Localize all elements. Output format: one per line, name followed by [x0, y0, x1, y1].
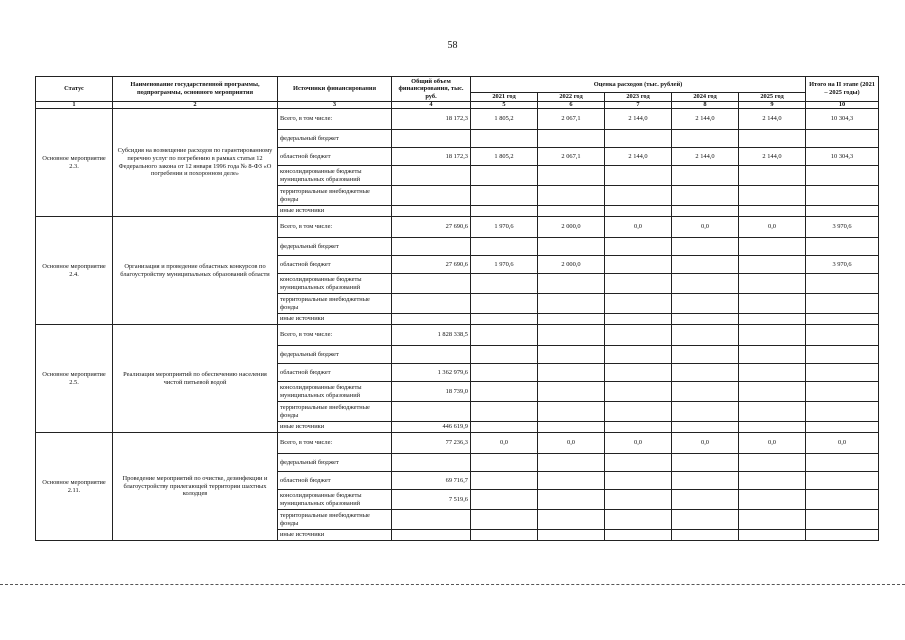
header-year: 2023 год	[605, 93, 672, 102]
funding-source-label: консолидированные бюджеты муниципальных образований	[278, 166, 392, 186]
col-number: 3	[278, 102, 392, 109]
year-amount-cell	[471, 130, 538, 148]
year-amount-cell	[739, 314, 806, 325]
year-amount-cell	[605, 294, 672, 314]
year-amount-cell	[605, 530, 672, 541]
year-amount-cell	[471, 510, 538, 530]
year-amount-cell: 0,0	[672, 433, 739, 454]
col-number: 9	[739, 102, 806, 109]
year-amount-cell: 2 144,0	[672, 148, 739, 166]
year-amount-cell	[605, 274, 672, 294]
year-amount-cell	[605, 238, 672, 256]
year-amount-cell	[538, 166, 605, 186]
stage-total-cell	[806, 314, 879, 325]
col-number: 4	[392, 102, 471, 109]
year-amount-cell	[605, 166, 672, 186]
total-amount-cell: 1 828 338,5	[392, 325, 471, 346]
year-amount-cell	[672, 346, 739, 364]
year-amount-cell: 0,0	[672, 217, 739, 238]
year-amount-cell: 2 000,0	[538, 217, 605, 238]
page-number: 58	[447, 40, 458, 51]
stage-total-cell	[806, 422, 879, 433]
total-amount-cell: 27 690,6	[392, 217, 471, 238]
year-amount-cell	[672, 325, 739, 346]
year-amount-cell	[538, 238, 605, 256]
year-amount-cell	[739, 294, 806, 314]
year-amount-cell	[471, 314, 538, 325]
year-amount-cell	[538, 186, 605, 206]
year-amount-cell	[739, 454, 806, 472]
year-amount-cell	[538, 490, 605, 510]
total-amount-cell: 77 236,3	[392, 433, 471, 454]
year-amount-cell	[672, 402, 739, 422]
year-amount-cell	[538, 402, 605, 422]
activity-name: Организация и проведение областных конкурсов по благоустройству муниципальных образований области	[113, 217, 278, 325]
funding-source-label: территориальные внебюджетные фонды	[278, 402, 392, 422]
col-number: 2	[113, 102, 278, 109]
header-total: Общий объем финансирования, тыс. руб.	[392, 77, 471, 102]
year-amount-cell	[739, 490, 806, 510]
year-amount-cell	[471, 422, 538, 433]
year-amount-cell	[538, 206, 605, 217]
year-amount-cell: 2 144,0	[605, 109, 672, 130]
stage-total-cell: 3 970,6	[806, 256, 879, 274]
year-amount-cell	[605, 382, 672, 402]
year-amount-cell	[739, 274, 806, 294]
year-amount-cell: 1 970,6	[471, 256, 538, 274]
year-amount-cell	[672, 294, 739, 314]
year-amount-cell	[739, 130, 806, 148]
year-amount-cell	[605, 186, 672, 206]
activity-status: Основное мероприятие 2.11.	[36, 433, 113, 541]
year-amount-cell	[605, 490, 672, 510]
header-year: 2024 год	[672, 93, 739, 102]
stage-total-cell: 10 304,3	[806, 109, 879, 130]
activity-status: Основное мероприятие 2.5.	[36, 325, 113, 433]
funding-source-label: консолидированные бюджеты муниципальных образований	[278, 382, 392, 402]
total-amount-cell	[392, 186, 471, 206]
year-amount-cell	[471, 186, 538, 206]
total-amount-cell: 446 619,9	[392, 422, 471, 433]
year-amount-cell	[672, 314, 739, 325]
stage-total-cell	[806, 490, 879, 510]
stage-total-cell	[806, 294, 879, 314]
year-amount-cell: 0,0	[739, 433, 806, 454]
year-amount-cell	[605, 130, 672, 148]
funding-source-label: территориальные внебюджетные фонды	[278, 510, 392, 530]
year-amount-cell	[739, 530, 806, 541]
table-row	[36, 433, 879, 454]
year-amount-cell	[471, 274, 538, 294]
year-amount-cell: 1 805,2	[471, 148, 538, 166]
year-amount-cell	[672, 490, 739, 510]
activity-name: Проведение мероприятий по очистке, дезинфекции и благоустройству прилегающей территории шахтных колодцев	[113, 433, 278, 541]
stage-total-cell	[806, 238, 879, 256]
total-amount-cell	[392, 510, 471, 530]
funding-source-label: федеральный бюджет	[278, 346, 392, 364]
year-amount-cell	[538, 382, 605, 402]
year-amount-cell	[538, 510, 605, 530]
table-row	[36, 217, 879, 238]
year-amount-cell	[471, 454, 538, 472]
stage-total-cell	[806, 510, 879, 530]
funding-source-label: областной бюджет	[278, 148, 392, 166]
year-amount-cell: 0,0	[605, 217, 672, 238]
funding-source-label: областной бюджет	[278, 256, 392, 274]
year-amount-cell	[672, 206, 739, 217]
funding-source-label: федеральный бюджет	[278, 130, 392, 148]
year-amount-cell: 2 000,0	[538, 256, 605, 274]
funding-source-label: Всего, в том числе:	[278, 433, 392, 454]
funding-source-label: иные источники	[278, 206, 392, 217]
year-amount-cell	[605, 454, 672, 472]
activity-name: Субсидия на возмещение расходов по гарантированному перечню услуг по погребению в рамках статьи 12 Федерального закона от 12 января 1996 года № 8-ФЗ «О погребении и похоронном деле»	[113, 109, 278, 217]
funding-source-label: областной бюджет	[278, 472, 392, 490]
year-amount-cell	[605, 510, 672, 530]
total-amount-cell	[392, 402, 471, 422]
year-amount-cell: 0,0	[471, 433, 538, 454]
col-number: 8	[672, 102, 739, 109]
stage-total-cell	[806, 166, 879, 186]
funding-source-label: территориальные внебюджетные фонды	[278, 186, 392, 206]
year-amount-cell	[538, 530, 605, 541]
funding-source-label: консолидированные бюджеты муниципальных образований	[278, 274, 392, 294]
total-amount-cell: 18 739,0	[392, 382, 471, 402]
year-amount-cell	[538, 422, 605, 433]
col-number: 1	[36, 102, 113, 109]
funding-source-label: Всего, в том числе:	[278, 217, 392, 238]
year-amount-cell	[471, 238, 538, 256]
activity-status: Основное мероприятие 2.3.	[36, 109, 113, 217]
year-amount-cell	[538, 274, 605, 294]
year-amount-cell	[471, 382, 538, 402]
financing-table	[35, 76, 879, 541]
year-amount-cell	[672, 238, 739, 256]
stage-total-cell: 10 304,3	[806, 148, 879, 166]
funding-source-label: иные источники	[278, 530, 392, 541]
total-amount-cell: 27 690,6	[392, 256, 471, 274]
header-estimate: Оценка расходов (тыс. рублей)	[471, 77, 806, 93]
stage-total-cell	[806, 402, 879, 422]
header-name: Наименование государственной программы, подпрограммы, основного мероприятия	[113, 77, 278, 102]
total-amount-cell	[392, 206, 471, 217]
year-amount-cell	[605, 206, 672, 217]
stage-total-cell	[806, 346, 879, 364]
activity-name: Реализация мероприятий по обеспечению населения чистой питьевой водой	[113, 325, 278, 433]
year-amount-cell: 2 144,0	[739, 148, 806, 166]
year-amount-cell	[672, 274, 739, 294]
stage-total-cell: 3 970,6	[806, 217, 879, 238]
activity-status: Основное мероприятие 2.4.	[36, 217, 113, 325]
total-amount-cell: 18 172,3	[392, 109, 471, 130]
year-amount-cell: 0,0	[739, 217, 806, 238]
stage-total-cell	[806, 206, 879, 217]
year-amount-cell	[672, 130, 739, 148]
stage-total-cell	[806, 364, 879, 382]
year-amount-cell	[471, 472, 538, 490]
year-amount-cell	[471, 530, 538, 541]
year-amount-cell	[739, 346, 806, 364]
stage-total-cell	[806, 325, 879, 346]
stage-total-cell	[806, 472, 879, 490]
year-amount-cell	[672, 530, 739, 541]
year-amount-cell	[672, 166, 739, 186]
table-row	[36, 325, 879, 346]
year-amount-cell	[739, 325, 806, 346]
year-amount-cell	[672, 454, 739, 472]
stage-total-cell: 0,0	[806, 433, 879, 454]
year-amount-cell: 0,0	[538, 433, 605, 454]
year-amount-cell: 0,0	[605, 433, 672, 454]
total-amount-cell	[392, 346, 471, 364]
year-amount-cell	[471, 346, 538, 364]
year-amount-cell	[739, 382, 806, 402]
funding-source-label: иные источники	[278, 314, 392, 325]
total-amount-cell	[392, 314, 471, 325]
col-number: 5	[471, 102, 538, 109]
year-amount-cell	[672, 186, 739, 206]
year-amount-cell	[739, 186, 806, 206]
year-amount-cell	[471, 364, 538, 382]
total-amount-cell	[392, 294, 471, 314]
header-sources: Источники финансирования	[278, 77, 392, 102]
total-amount-cell	[392, 530, 471, 541]
total-amount-cell: 7 519,6	[392, 490, 471, 510]
year-amount-cell	[538, 314, 605, 325]
year-amount-cell	[538, 454, 605, 472]
year-amount-cell: 2 144,0	[605, 148, 672, 166]
funding-source-label: федеральный бюджет	[278, 238, 392, 256]
year-amount-cell: 1 970,6	[471, 217, 538, 238]
page-edge-line	[0, 584, 905, 585]
year-amount-cell	[739, 510, 806, 530]
year-amount-cell	[471, 490, 538, 510]
year-amount-cell	[538, 472, 605, 490]
year-amount-cell	[605, 314, 672, 325]
year-amount-cell	[739, 206, 806, 217]
year-amount-cell	[672, 382, 739, 402]
year-amount-cell	[739, 166, 806, 186]
year-amount-cell	[605, 325, 672, 346]
header-year: 2025 год	[739, 93, 806, 102]
total-amount-cell	[392, 274, 471, 294]
year-amount-cell	[605, 402, 672, 422]
total-amount-cell: 1 362 979,6	[392, 364, 471, 382]
col-number: 7	[605, 102, 672, 109]
header-year: 2022 год	[538, 93, 605, 102]
stage-total-cell	[806, 530, 879, 541]
year-amount-cell	[605, 346, 672, 364]
year-amount-cell	[739, 256, 806, 274]
year-amount-cell	[672, 422, 739, 433]
stage-total-cell	[806, 186, 879, 206]
total-amount-cell: 18 172,3	[392, 148, 471, 166]
total-amount-cell	[392, 238, 471, 256]
total-amount-cell	[392, 454, 471, 472]
year-amount-cell	[605, 472, 672, 490]
col-number: 6	[538, 102, 605, 109]
col-number: 10	[806, 102, 879, 109]
stage-total-cell	[806, 454, 879, 472]
year-amount-cell	[538, 325, 605, 346]
funding-source-label: Всего, в том числе:	[278, 325, 392, 346]
year-amount-cell	[739, 238, 806, 256]
stage-total-cell	[806, 130, 879, 148]
year-amount-cell	[538, 130, 605, 148]
funding-source-label: консолидированные бюджеты муниципальных образований	[278, 490, 392, 510]
year-amount-cell	[538, 346, 605, 364]
total-amount-cell	[392, 166, 471, 186]
year-amount-cell	[739, 422, 806, 433]
funding-source-label: территориальные внебюджетные фонды	[278, 294, 392, 314]
year-amount-cell	[471, 206, 538, 217]
header-status: Статус	[36, 77, 113, 102]
year-amount-cell: 2 067,1	[538, 148, 605, 166]
funding-source-label: иные источники	[278, 422, 392, 433]
year-amount-cell	[672, 472, 739, 490]
year-amount-cell: 2 067,1	[538, 109, 605, 130]
year-amount-cell	[471, 325, 538, 346]
year-amount-cell	[605, 364, 672, 382]
stage-total-cell	[806, 274, 879, 294]
funding-source-label: федеральный бюджет	[278, 454, 392, 472]
year-amount-cell	[605, 422, 672, 433]
year-amount-cell	[471, 402, 538, 422]
year-amount-cell: 2 144,0	[672, 109, 739, 130]
year-amount-cell	[672, 256, 739, 274]
year-amount-cell	[605, 256, 672, 274]
year-amount-cell	[538, 364, 605, 382]
year-amount-cell	[739, 472, 806, 490]
year-amount-cell	[739, 364, 806, 382]
stage-total-cell	[806, 382, 879, 402]
header-stage-total: Итого на II этапе (2021 – 2025 годы)	[806, 77, 879, 102]
year-amount-cell: 1 805,2	[471, 109, 538, 130]
year-amount-cell	[672, 510, 739, 530]
year-amount-cell	[739, 402, 806, 422]
table-row	[36, 109, 879, 130]
year-amount-cell	[471, 166, 538, 186]
total-amount-cell	[392, 130, 471, 148]
total-amount-cell: 69 716,7	[392, 472, 471, 490]
funding-source-label: областной бюджет	[278, 364, 392, 382]
header-year: 2021 год	[471, 93, 538, 102]
year-amount-cell	[672, 364, 739, 382]
funding-source-label: Всего, в том числе:	[278, 109, 392, 130]
year-amount-cell	[538, 294, 605, 314]
year-amount-cell	[471, 294, 538, 314]
year-amount-cell: 2 144,0	[739, 109, 806, 130]
